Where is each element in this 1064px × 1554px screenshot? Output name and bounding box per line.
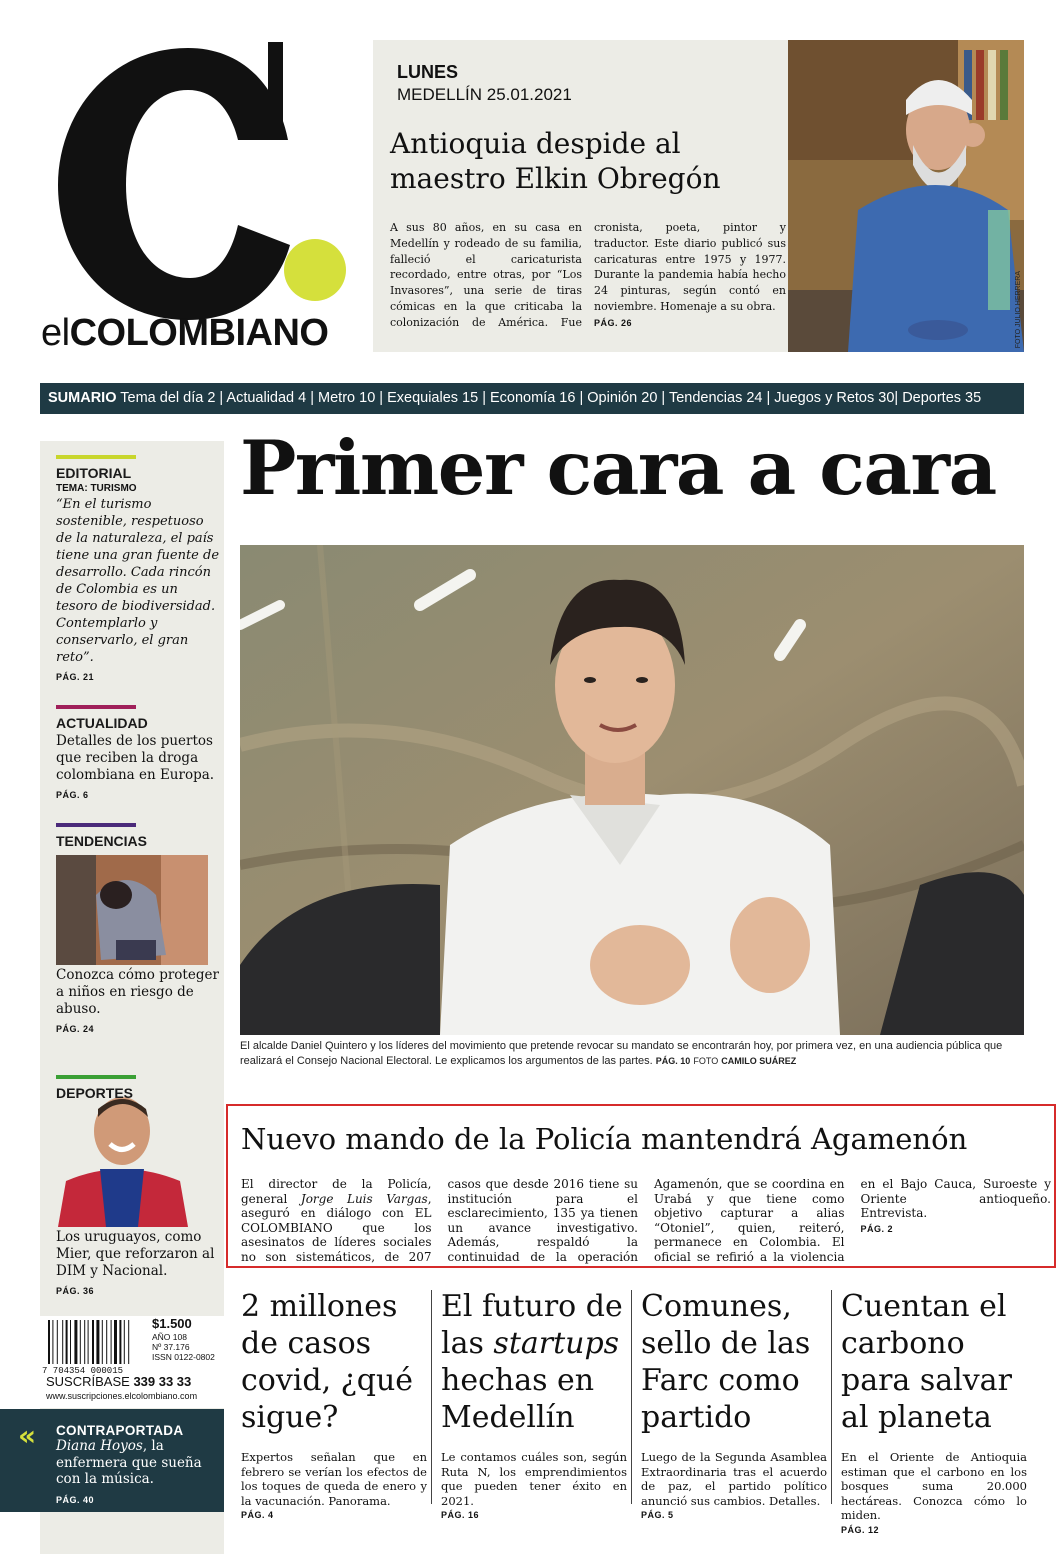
police-headline[interactable]: Nuevo mando de la Policía mantendrá Agamenón (241, 1122, 968, 1156)
sumario-bar[interactable] (40, 383, 1024, 414)
deportes-bar (56, 1075, 136, 1079)
subscribe-url[interactable]: www.suscripciones.elcolombiano.com (46, 1391, 198, 1401)
sidebar-editorial[interactable] (56, 455, 220, 682)
editorial-subtitle: TEMA: TURISMO (56, 483, 137, 494)
startups-headline-1: El futuro de las (441, 1289, 623, 1361)
caption-text: El alcalde Daniel Quintero y los líderes del movimiento que pretende revocar su mandato se encontrarán hoy, por primera vez, en una audiencia pública que realizará el Consejo Nacional Electoral. Le explicamos los argumentos de las partes. (240, 1040, 1003, 1067)
story-carbono[interactable] (841, 1288, 1027, 1535)
double-chevron-icon: « (18, 1419, 37, 1452)
story-comunes-page: PÁG. 5 (641, 1510, 674, 1520)
editorial-bar (56, 455, 136, 459)
issue-year: AÑO 108 (152, 1332, 187, 1342)
top-story-headline[interactable]: Antioquia despide al maestro Elkin Obregón (390, 127, 721, 195)
edition-day: LUNES (397, 62, 459, 82)
logo-mark[interactable] (38, 20, 358, 320)
deportes-page: PÁG. 36 (56, 1286, 95, 1296)
logo-el: el (41, 312, 70, 354)
logo-name: COLOMBIANO (69, 312, 329, 354)
main-photo-caption (240, 1039, 1024, 1068)
story-startups-body: Le contamos cuáles son, según Ruta N, los emprendimientos que pueden tener éxito en 2021. (441, 1450, 627, 1508)
photo-credit: FOTO JULIO HERRERA (1015, 270, 1022, 348)
story-comunes-headline[interactable]: Comunes, sello de las Farc como partido (641, 1289, 811, 1435)
story-carbono-page: PÁG. 12 (841, 1524, 880, 1535)
startups-headline-italic: startups (493, 1326, 620, 1361)
tendencias-title: TENDENCIAS (56, 833, 148, 849)
barcode (48, 1320, 150, 1364)
deportes-text: Los uruguayos, como Mier, que reforzaron al DIM y Nacional. (56, 1229, 215, 1279)
subscribe-label: SUSCRÍBASE (46, 1374, 130, 1389)
daniel-quintero-photo[interactable] (240, 545, 1024, 1035)
sidebar-tendencias[interactable] (56, 823, 220, 1034)
contraportada-desc: , la enfermera que sueña con la música. (56, 1438, 202, 1487)
top-story[interactable] (373, 40, 1024, 352)
story-comunes-body: Luego de la Segunda Asamblea Extraordinaria tras el acuerdo de paz, el partido político anunció sus cambios. Detalles. (641, 1450, 827, 1508)
tendencias-text: Conozca cómo proteger a niños en riesgo de abuso. (56, 967, 219, 1017)
contraportada-text (56, 1438, 216, 1488)
story-covid[interactable] (241, 1288, 427, 1520)
story-carbono-headline[interactable]: Cuentan el carbono para salvar al planeta (841, 1289, 1012, 1435)
editorial-page: PÁG. 21 (56, 672, 95, 682)
contraportada-title: CONTRAPORTADA (56, 1423, 184, 1438)
story-startups-page: PÁG. 16 (441, 1510, 480, 1520)
story-covid-headline[interactable]: 2 millones de casos covid, ¿qué sigue? (241, 1289, 414, 1435)
price-box (40, 1316, 224, 1408)
deportes-title: DEPORTES (56, 1085, 134, 1101)
story-comunes[interactable] (641, 1288, 827, 1520)
story-carbono-body: En el Oriente de Antioquia estiman que el carbono en los bosques suma 20.000 hectáreas. Conozca cómo lo miden. (841, 1450, 1027, 1522)
issue-number: Nº 37.176 (152, 1342, 190, 1352)
story-startups-headline[interactable] (441, 1288, 627, 1436)
police-story[interactable] (226, 1104, 1056, 1268)
column-divider (431, 1290, 432, 1504)
actualidad-text: Detalles de los puertos que reciben la droga colombiana en Europa. (56, 733, 215, 783)
column-divider (631, 1290, 632, 1504)
main-headline[interactable]: Primer cara a cara (240, 424, 996, 512)
police-body-name: Jorge Luis Vargas (300, 1191, 428, 1206)
police-body (241, 1177, 1051, 1264)
barcode-number: 7 704354 000015 (42, 1366, 124, 1376)
story-covid-page: PÁG. 4 (241, 1510, 274, 1520)
contraportada-box[interactable] (0, 1409, 224, 1512)
sidebar-actualidad[interactable] (56, 705, 220, 800)
issue-meta (152, 1332, 215, 1362)
price: $1.500 (152, 1316, 192, 1331)
sidebar-deportes[interactable] (56, 1075, 220, 1296)
story-startups[interactable] (441, 1288, 627, 1520)
caption-foto-label: FOTO (693, 1055, 719, 1066)
sumario-label: SUMARIO (48, 390, 117, 406)
police-page: PÁG. 2 (860, 1223, 894, 1234)
sumario-items[interactable]: Tema del día 2 | Actualidad 4 | Metro 10 | Exequiales 15 | Economía 16 | Opinión 20 | Tendencias 24 | Juegos y Retos 30| Deportes 35 (120, 390, 982, 406)
caption-page: PÁG. 10 (655, 1055, 691, 1066)
logo-wordmark[interactable] (41, 312, 328, 355)
contraportada-page: PÁG. 40 (56, 1495, 95, 1505)
elkin-obregon-photo[interactable] (788, 40, 1024, 352)
police-body-2: , aseguró en diálogo con EL COLOMBIANO que los asesinatos de líderes sociales no son sistemáticos, de 207 casos que desde 2016 tiene su institución para el esclarecimiento, 135 ya tienen un avance investigativo. Además, respaldó la continuidad de la operación Agamenón, que se coordina en Urabá y que tiene como objetivo capturar a alias “Otoniel”, quien, reiteró, permanece en Colombia. El oficial se refirió a la violencia en el Bajo Cauca, Suroeste y Oriente antioqueño. Entrevista. (241, 1177, 1051, 1264)
subscribe-phone[interactable]: 339 33 33 (133, 1374, 192, 1389)
edition-date: MEDELLÍN 25.01.2021 (397, 85, 572, 104)
actualidad-bar (56, 705, 136, 709)
editorial-quote: “En el turismo sostenible, respetuoso de la naturaleza, el país tiene una gran fuente de desarrollo. Cada rincón de Colombia es un tesoro de biodiversidad. Contemplarlo y conservarlo, el gran reto”. (56, 497, 220, 665)
top-story-text: A sus 80 años, en su casa en Medellín y rodeado de su familia, falleció el caricaturista recordado, entre otras, por “Los Invasores”, una serie de tiras cómicas en la que criticaba la colonización de América. Fue cronista, poeta, pintor y traductor. Este diario publicó sus caricaturas entre 1975 y 1977. Durante la pandemia había hecho 24 pinturas, según contó en noviembre. Homenaje a su obra. (390, 221, 786, 329)
actualidad-page: PÁG. 6 (56, 790, 89, 800)
tendencias-page: PÁG. 24 (56, 1024, 95, 1034)
startups-headline-2: hechas en Medellín (441, 1363, 595, 1435)
tendencias-photo[interactable] (56, 855, 208, 965)
top-story-body (390, 220, 786, 332)
subscribe-line[interactable] (46, 1374, 191, 1389)
caption-credit: CAMILO SUÁREZ (721, 1055, 797, 1066)
issn: ISSN 0122-0802 (152, 1352, 215, 1362)
column-divider (831, 1290, 832, 1504)
editorial-title: EDITORIAL (56, 465, 132, 481)
police-body-1: El director de la Policía, general (241, 1177, 432, 1206)
top-story-page: PÁG. 26 (594, 317, 633, 328)
deportes-photo[interactable] (40, 1089, 204, 1227)
tendencias-bar (56, 823, 136, 827)
story-covid-body: Expertos señalan que en febrero se verían los efectos de los toques de queda de enero y la vacunación. Panorama. (241, 1450, 427, 1508)
actualidad-title: ACTUALIDAD (56, 715, 148, 731)
contraportada-name: Diana Hoyos (56, 1438, 143, 1454)
